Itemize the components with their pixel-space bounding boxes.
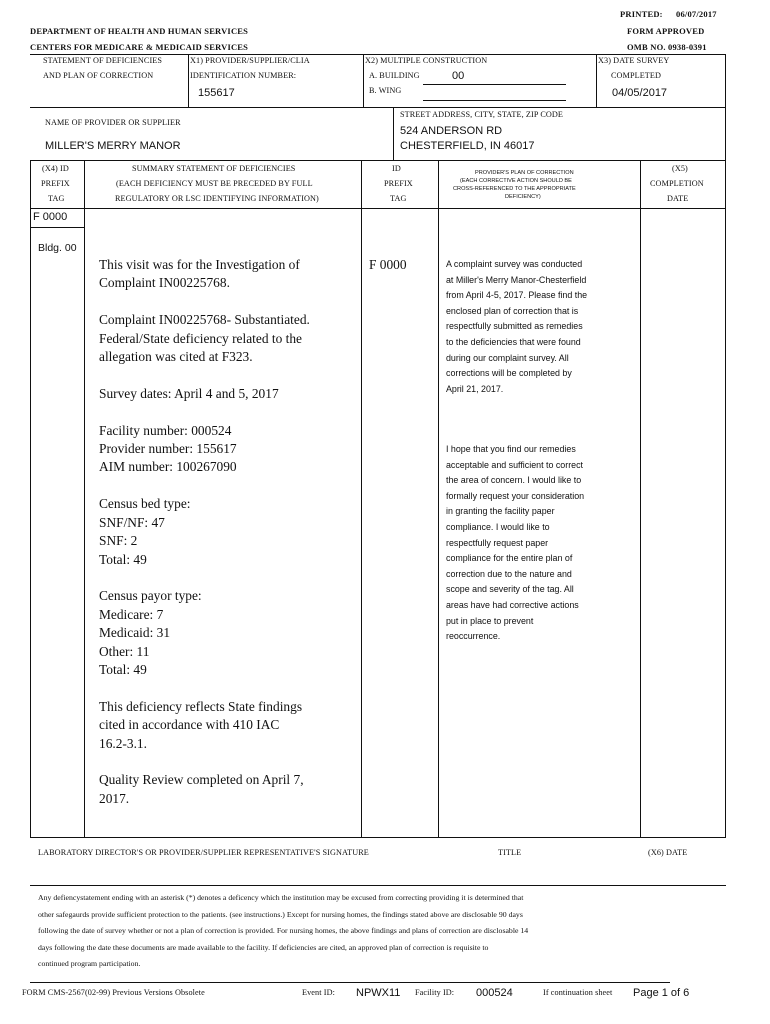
building-value: 00	[452, 70, 465, 82]
x5-header-1: (X5)	[672, 164, 688, 173]
event-id-value: NPWX11	[356, 987, 401, 999]
summary-line: cited in accordance with 410 IAC	[99, 717, 280, 733]
plan-of-correction-paragraph-2	[446, 442, 584, 645]
plan-line: scope and severity of the tag. All	[446, 584, 574, 595]
disclaimer-line: continued program participation.	[38, 959, 141, 969]
date-label: (X6) DATE	[648, 848, 688, 857]
statement-label-2: AND PLAN OF CORRECTION	[43, 71, 154, 80]
id-header-3: TAG	[390, 194, 407, 203]
summary-line: Quality Review completed on April 7,	[99, 772, 304, 788]
x3-label-2: COMPLETED	[611, 71, 662, 80]
building-label: A. BUILDING	[369, 71, 420, 80]
plan-line: in granting the facility paper	[446, 506, 555, 517]
printed-date: 06/07/2017	[676, 9, 717, 19]
plan-header-2: (EACH CORRECTIVE ACTION SHOULD BE	[460, 178, 572, 184]
printed-label: PRINTED:	[620, 9, 663, 19]
summary-line: Complaint IN00225768- Substantiated.	[99, 312, 310, 328]
summary-line: allegation was cited at F323.	[99, 349, 253, 365]
summary-line	[99, 569, 310, 587]
plan-line: compliance for the entire plan of	[446, 553, 573, 564]
disclaimer-line: days following the date these documents are made available to the facility. If deficiencies are cited, an approved plan of correction is requisite to	[38, 942, 489, 952]
signature-label: LABORATORY DIRECTOR'S OR PROVIDER/SUPPLIER REPRESENTATIVE'S SIGNATURE	[38, 848, 369, 857]
x5-header-2: COMPLETION	[650, 179, 704, 188]
plan-line: formally request your consideration	[446, 490, 585, 501]
x4-header-1: (X4) ID	[42, 164, 69, 173]
x5-header-3: DATE	[667, 194, 689, 203]
rule	[725, 54, 726, 838]
building-underline	[423, 84, 566, 85]
rule	[30, 227, 84, 228]
plan-of-correction-paragraph-1	[446, 257, 587, 397]
rule	[30, 208, 726, 209]
summary-line	[99, 366, 310, 384]
rule	[30, 982, 670, 983]
summary-line: Medicare: 7	[99, 606, 164, 622]
rule	[361, 160, 362, 838]
plan-header-3: CROSS-REFERENCED TO THE APPROPRIATE	[453, 186, 576, 192]
provider-name-label: NAME OF PROVIDER OR SUPPLIER	[45, 118, 181, 127]
summary-line: 16.2-3.1.	[99, 735, 147, 751]
rule	[30, 54, 726, 55]
disclaimer	[38, 890, 528, 973]
summary-header-3: REGULATORY OR LSC IDENTIFYING INFORMATION)	[115, 194, 319, 203]
facility-id-label: Facility ID:	[415, 988, 455, 997]
x2-label: X2) MULTIPLE CONSTRUCTION	[365, 56, 488, 65]
provider-name: MILLER'S MERRY MANOR	[45, 140, 181, 152]
x1-label-2: IDENTIFICATION NUMBER:	[190, 71, 297, 80]
plan-line: areas have had corrective actions	[446, 599, 579, 610]
rule	[30, 885, 726, 886]
x4-header-3: TAG	[48, 194, 65, 203]
rule	[640, 160, 641, 838]
summary-header-1: SUMMARY STATEMENT OF DEFICIENCIES	[132, 164, 296, 173]
wing-label: B. WING	[369, 86, 402, 95]
x4-header-2: PREFIX	[41, 179, 70, 188]
plan-line: at Miller's Merry Manor-Chesterfield	[446, 274, 587, 285]
summary-line	[99, 403, 310, 421]
disclaimer-line: Any defiencystatement ending with an asterisk (*) denotes a deficency which the institution may be excused from correcting providing it is determined that	[38, 893, 524, 902]
rule	[596, 54, 597, 107]
form-number: FORM CMS-2567(02-99) Previous Versions Obsolete	[22, 988, 205, 997]
summary-line: Census bed type:	[99, 496, 191, 512]
summary-line: SNF: 2	[99, 533, 138, 549]
plan-line: I hope that you find our remedies	[446, 444, 576, 454]
summary-line	[99, 477, 310, 495]
summary-line: Complaint IN00225768.	[99, 275, 230, 291]
plan-line: reoccurrence.	[446, 631, 501, 642]
plan-line: during our complaint survey. All	[446, 352, 569, 363]
plan-line: April 21, 2017.	[446, 383, 504, 394]
summary-line: This visit was for the Investigation of	[99, 257, 300, 272]
plan-line: correction due to the nature and	[446, 568, 572, 579]
summary-line: Provider number: 155617	[99, 441, 237, 457]
id-header-1: ID	[392, 164, 401, 173]
summary-header-2: (EACH DEFICIENCY MUST BE PRECEDED BY FULL	[116, 179, 313, 188]
rule	[393, 107, 394, 160]
plan-line: respectfully request paper	[446, 537, 549, 548]
summary-statement	[99, 256, 310, 808]
summary-line: This deficiency reflects State findings	[99, 698, 303, 714]
disclaimer-line: following the date of survey whether or not a plan of correction is provided. For nursing homes, the above findings and plans of correction are disclosable 14	[38, 926, 529, 936]
x3-label-1: X3) DATE SURVEY	[598, 56, 670, 65]
page-number: Page 1 of 6	[633, 987, 690, 999]
summary-line: Total: 49	[99, 661, 147, 677]
rule	[363, 54, 364, 107]
rule	[30, 160, 31, 838]
summary-line: Census payor type:	[99, 588, 202, 604]
event-id-label: Event ID:	[302, 988, 335, 997]
id-header-2: PREFIX	[384, 179, 413, 188]
summary-line: Other: 11	[99, 643, 150, 659]
cms-title: CENTERS FOR MEDICARE & MEDICAID SERVICES	[30, 42, 249, 52]
summary-line: AIM number: 100267090	[99, 459, 237, 475]
summary-line: 2017.	[99, 790, 130, 806]
summary-line: Facility number: 000524	[99, 422, 232, 438]
wing-underline	[423, 100, 566, 101]
summary-line	[99, 293, 310, 311]
statement-label-1: STATEMENT OF DEFICIENCIES	[43, 56, 163, 65]
plan-line: enclosed plan of correction that is	[446, 305, 579, 316]
rule	[438, 160, 439, 838]
plan-line: corrections will be completed by	[446, 368, 572, 379]
disclaimer-line: other safegaurds provide sufficient protection to the patients. (see instructions.) Except for nursing homes, the findings stated above are disclosable 90 days	[38, 909, 523, 919]
plan-line: acceptable and sufficient to correct	[446, 459, 583, 470]
plan-line: the area of concern. I would like to	[446, 475, 582, 486]
title-label: TITLE	[498, 848, 522, 857]
plan-line: from April 4-5, 2017. Please find the	[446, 290, 588, 301]
plan-line: respectfully submitted as remedies	[446, 321, 583, 332]
department-title: DEPARTMENT OF HEALTH AND HUMAN SERVICES	[30, 26, 249, 36]
facility-id-value: 000524	[476, 987, 513, 999]
plan-header-1: PROVIDER'S PLAN OF CORRECTION	[475, 170, 574, 176]
omb-number: OMB NO. 0938-0391	[627, 42, 707, 52]
rule	[30, 160, 726, 161]
rule	[84, 160, 85, 838]
building-tag: Bldg. 00	[38, 242, 77, 254]
plan-line: A complaint survey was conducted	[446, 259, 583, 269]
rule	[30, 837, 726, 838]
summary-line: Federal/State deficiency related to the	[99, 330, 302, 346]
left-tag: F 0000	[33, 211, 68, 223]
summary-line: Total: 49	[99, 551, 147, 567]
summary-line	[99, 753, 310, 771]
summary-line: SNF/NF: 47	[99, 514, 165, 530]
plan-header-4: DEFICIENCY)	[505, 194, 541, 200]
rule	[30, 107, 726, 108]
summary-line: Medicaid: 31	[99, 625, 171, 641]
x1-label-1: X1) PROVIDER/SUPPLIER/CLIA	[190, 56, 310, 65]
address-label: STREET ADDRESS, CITY, STATE, ZIP CODE	[400, 110, 564, 119]
address-line-1: 524 ANDERSON RD	[400, 125, 503, 137]
plan-line: put in place to prevent	[446, 615, 534, 626]
summary-line	[99, 679, 310, 697]
continuation-label: If continuation sheet	[543, 988, 613, 997]
provider-id-value: 155617	[198, 87, 235, 99]
form-approved: FORM APPROVED	[627, 26, 705, 36]
survey-date-value: 04/05/2017	[612, 87, 668, 99]
rule	[188, 54, 189, 107]
plan-line: to the deficiencies that were found	[446, 336, 581, 347]
address-line-2: CHESTERFIELD, IN 46017	[400, 140, 535, 152]
summary-line: Survey dates: April 4 and 5, 2017	[99, 385, 279, 401]
right-tag: F 0000	[369, 257, 407, 272]
plan-line: compliance. I would like to	[446, 521, 550, 532]
